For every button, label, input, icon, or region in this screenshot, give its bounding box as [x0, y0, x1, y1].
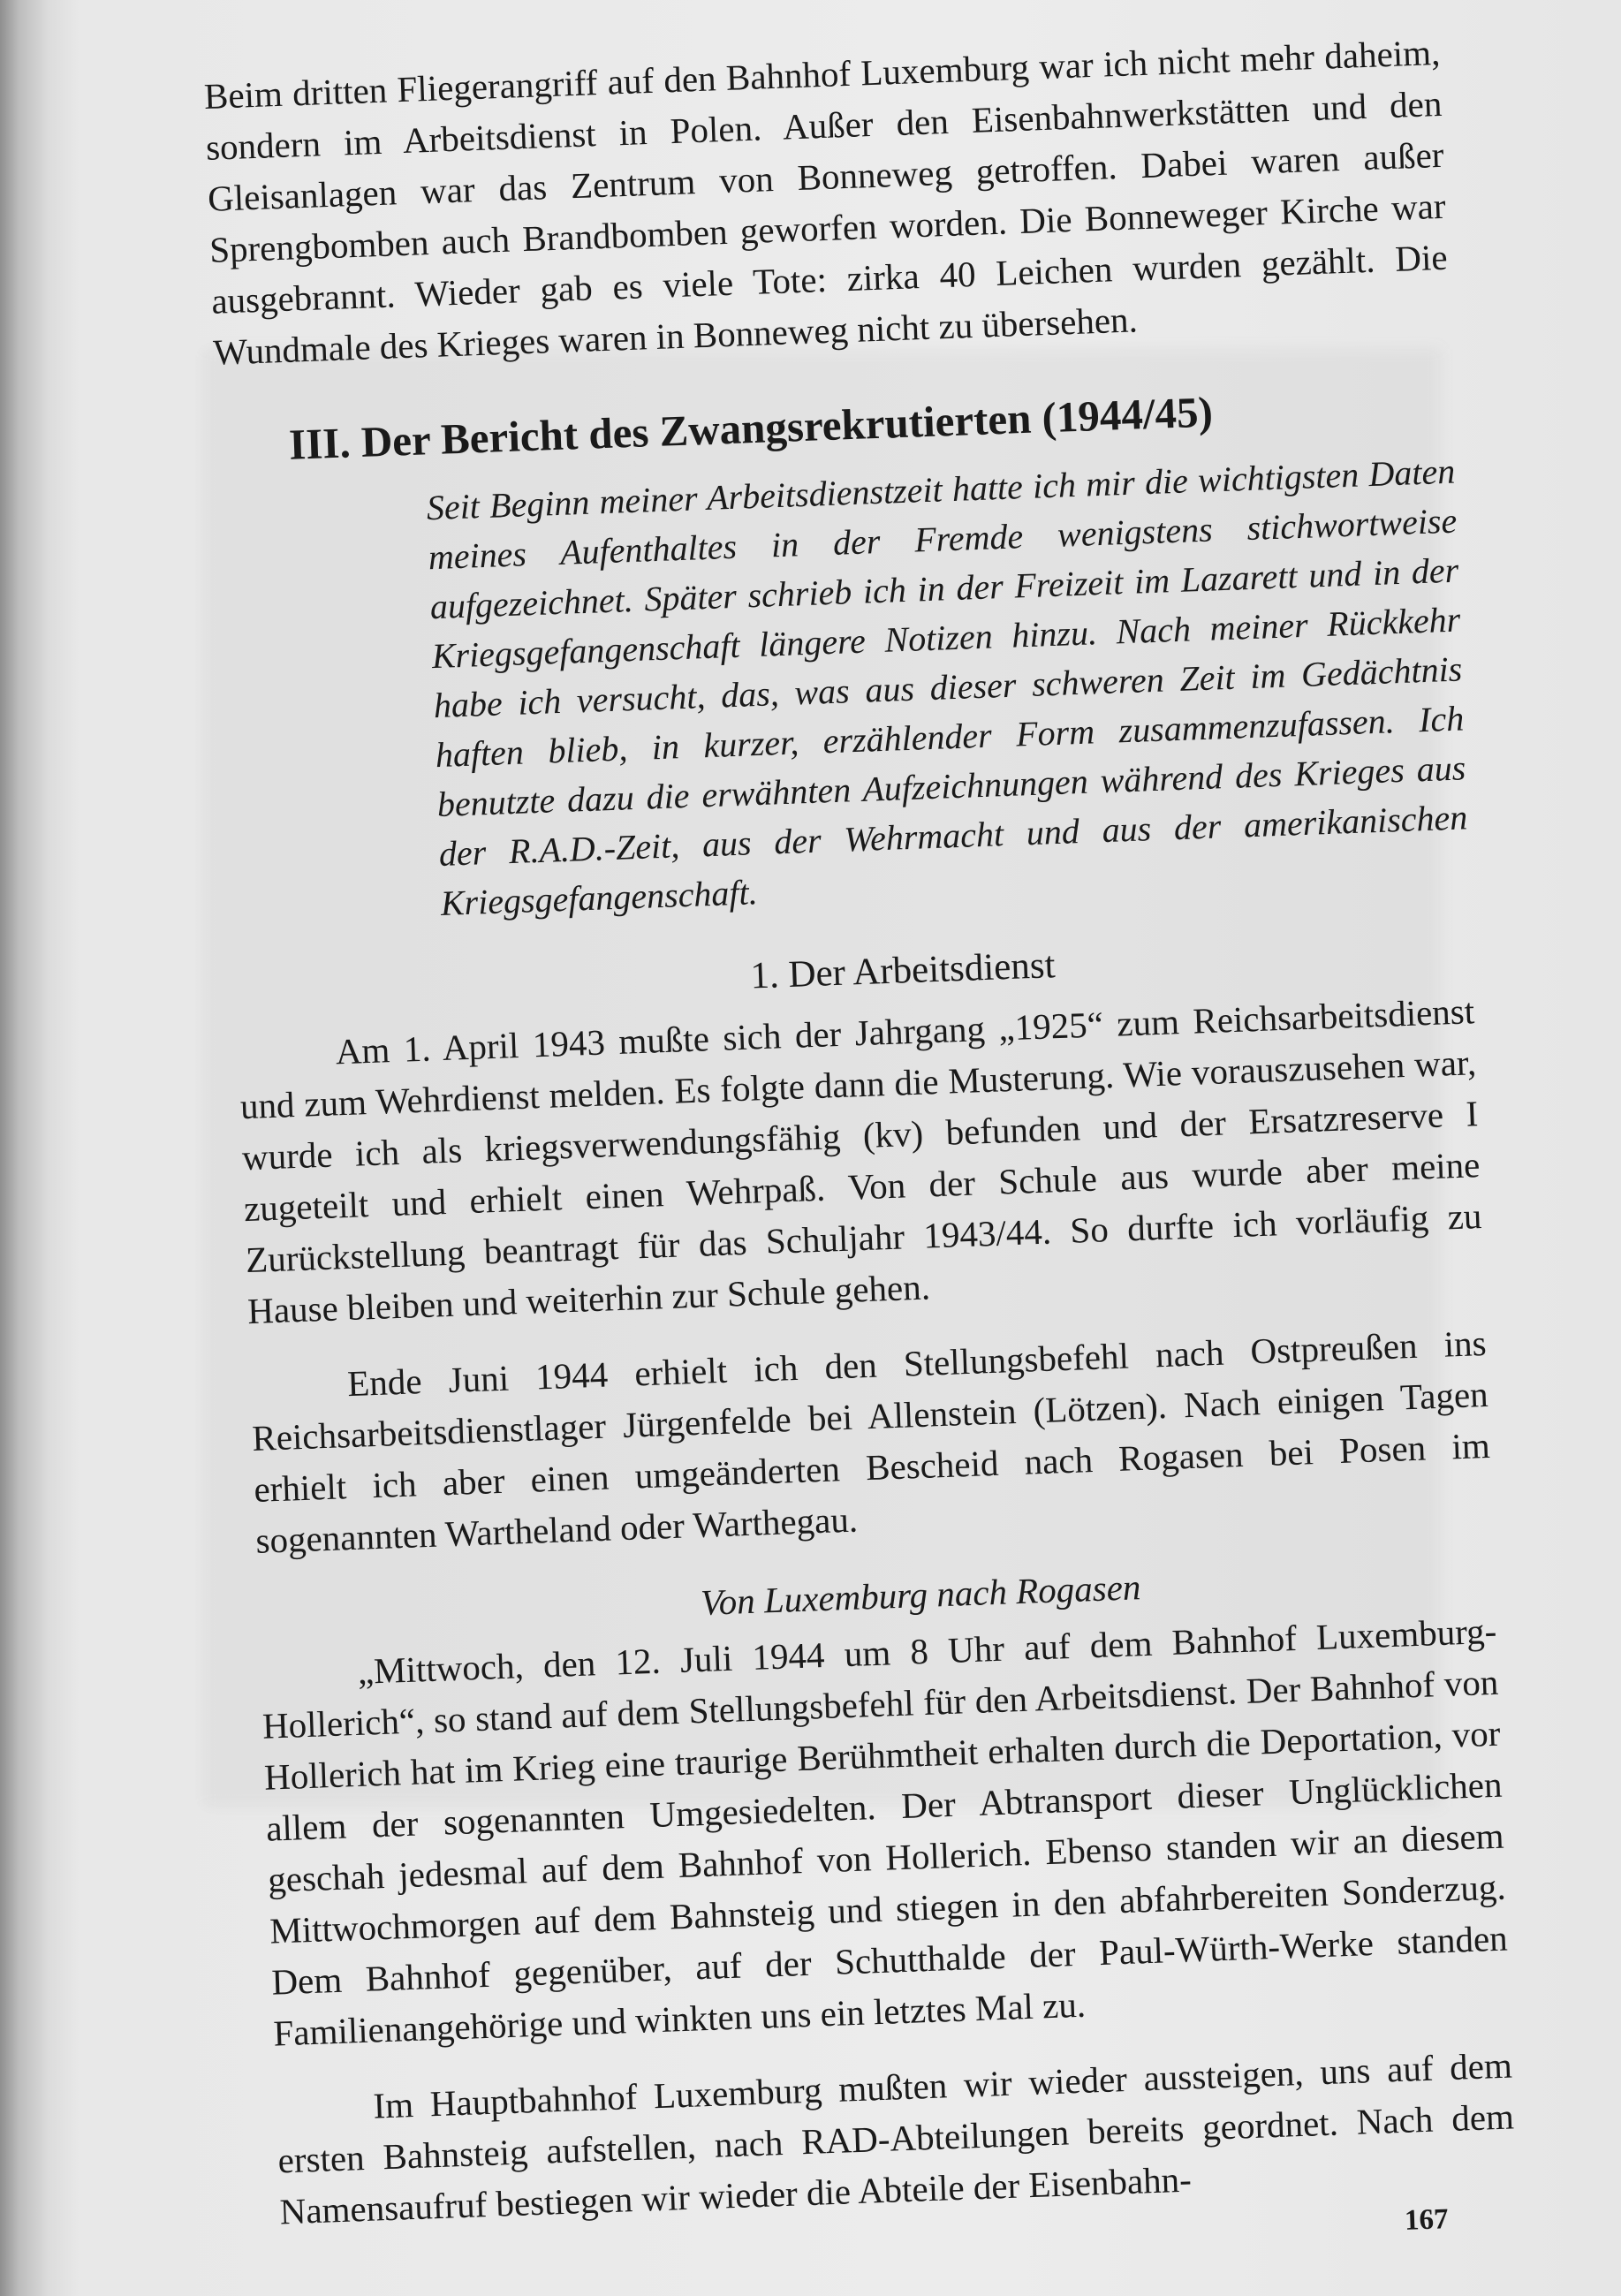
subsection-title: 1. Der Arbeitsdienst	[749, 944, 1057, 997]
paragraph-call-up: Ende Juni 1944 erhielt ich den Stellungsbefehl nach Ostpreußen ins Reichsarbeitsdienstlager Jürgenfelde bei Allenstein (Lötzen). Nach einigen Tagen erhielt ich aber einen umgeänderten Bescheid nach Rogasen bei Posen im sogenannten Wartheland oder Warthegau.	[251, 1322, 1491, 1561]
paragraph-hollerich-station: „Mittwoch, den 12. Juli 1944 um 8 Uhr auf dem Bahnhof Luxemburg-Hollerich“, so stand auf dem Stellungsbefehl für den Arbeitsdienst. Der Bahnhof von Hollerich hat im Krieg eine traurige Berühmtheit erhalten durch die Deportation, vor allem der sogenannten Umgesiedelten. Der Abtransport dieser Unglücklichen geschah jedesmal auf dem Bahnhof von Hollerich. Ebenso standen wir an diesem Mittwochmorgen auf dem Bahnsteig und stiegen in den abfahrbereiten Sonderzug. Dem Bahnhof gegenüber, auf der Schutthalde der Paul-Würth-Werke standen Familienangehörige und winkten uns ein letztes Mal zu.	[261, 1610, 1509, 2054]
paragraph-bonneweg-air-raid: Beim dritten Fliegerangriff auf den Bahnhof Luxemburg war ich nicht mehr daheim, sondern im Arbeitsdienst in Polen. Außer den Eisenbahnwerkstätten und den Gleisanlagen war das Zentrum von Bonneweg getroffen. Dabei waren außer Sprengbomben auch Brandbomben geworfen worden. Die Bonneweger Kirche war ausgebrannt. Wieder gab es viele Tote: zirka 40 Leichen wurden gezählt. Die Wundmale des Krieges waren in Bonneweg nicht zu übersehen.	[203, 31, 1449, 373]
page-number: 167	[1404, 2203, 1450, 2237]
section-title: III. Der Bericht des Zwangsrekrutierten (1944/45)	[288, 387, 1214, 469]
italic-subheading: Von Luxemburg nach Rogasen	[700, 1566, 1142, 1623]
paragraph-main-station: Im Hauptbahnhof Luxemburg mußten wir wieder aussteigen, uns auf dem ersten Bahnsteig aufstellen, nach RAD-Abteilungen bereits geordnet. Nach dem Namensaufruf bestiegen wir wieder die Abteile der Eisenbahn-	[276, 2044, 1515, 2232]
paragraph-registration: Am 1. April 1943 mußte sich der Jahrgang „1925“ zum Reichsarbeitsdienst und zum Wehrdienst melden. Es folgte dann die Musterung. Wie vorauszusehen war, wurde ich als kriegsverwendungsfähig (kv) befunden und der Ersatzreserve I zugeteilt und erhielt einen Wehrpaß. Von der Schule aus wurde aber meine Zurückstellung beantragt für das Schuljahr 1943/44. So durfte ich vorläufig zu Hause bleiben und weiterhin zur Schule gehen.	[239, 990, 1483, 1332]
page-content	[203, 27, 1517, 2238]
italic-introduction: Seit Beginn meiner Arbeitsdienstzeit hatte ich mir die wichtigsten Daten meines Aufenthaltes in der Fremde wenigstens stichwortweise aufgezeichnet. Später schrieb ich in der Freizeit im Lazarett und in der Kriegsgefangenschaft längere Notizen hinzu. Nach meiner Rückkehr habe ich versucht, das, was aus dieser schweren Zeit im Gedächtnis haften blieb, in kurzer, erzählender Form zusammenzufassen. Ich benutzte dazu die erwähnten Aufzeichnungen während des Krieges aus der R.A.D.-Zeit, aus der Wehrmacht und aus der amerikanischen Kriegsgefangenschaft.	[426, 451, 1468, 923]
